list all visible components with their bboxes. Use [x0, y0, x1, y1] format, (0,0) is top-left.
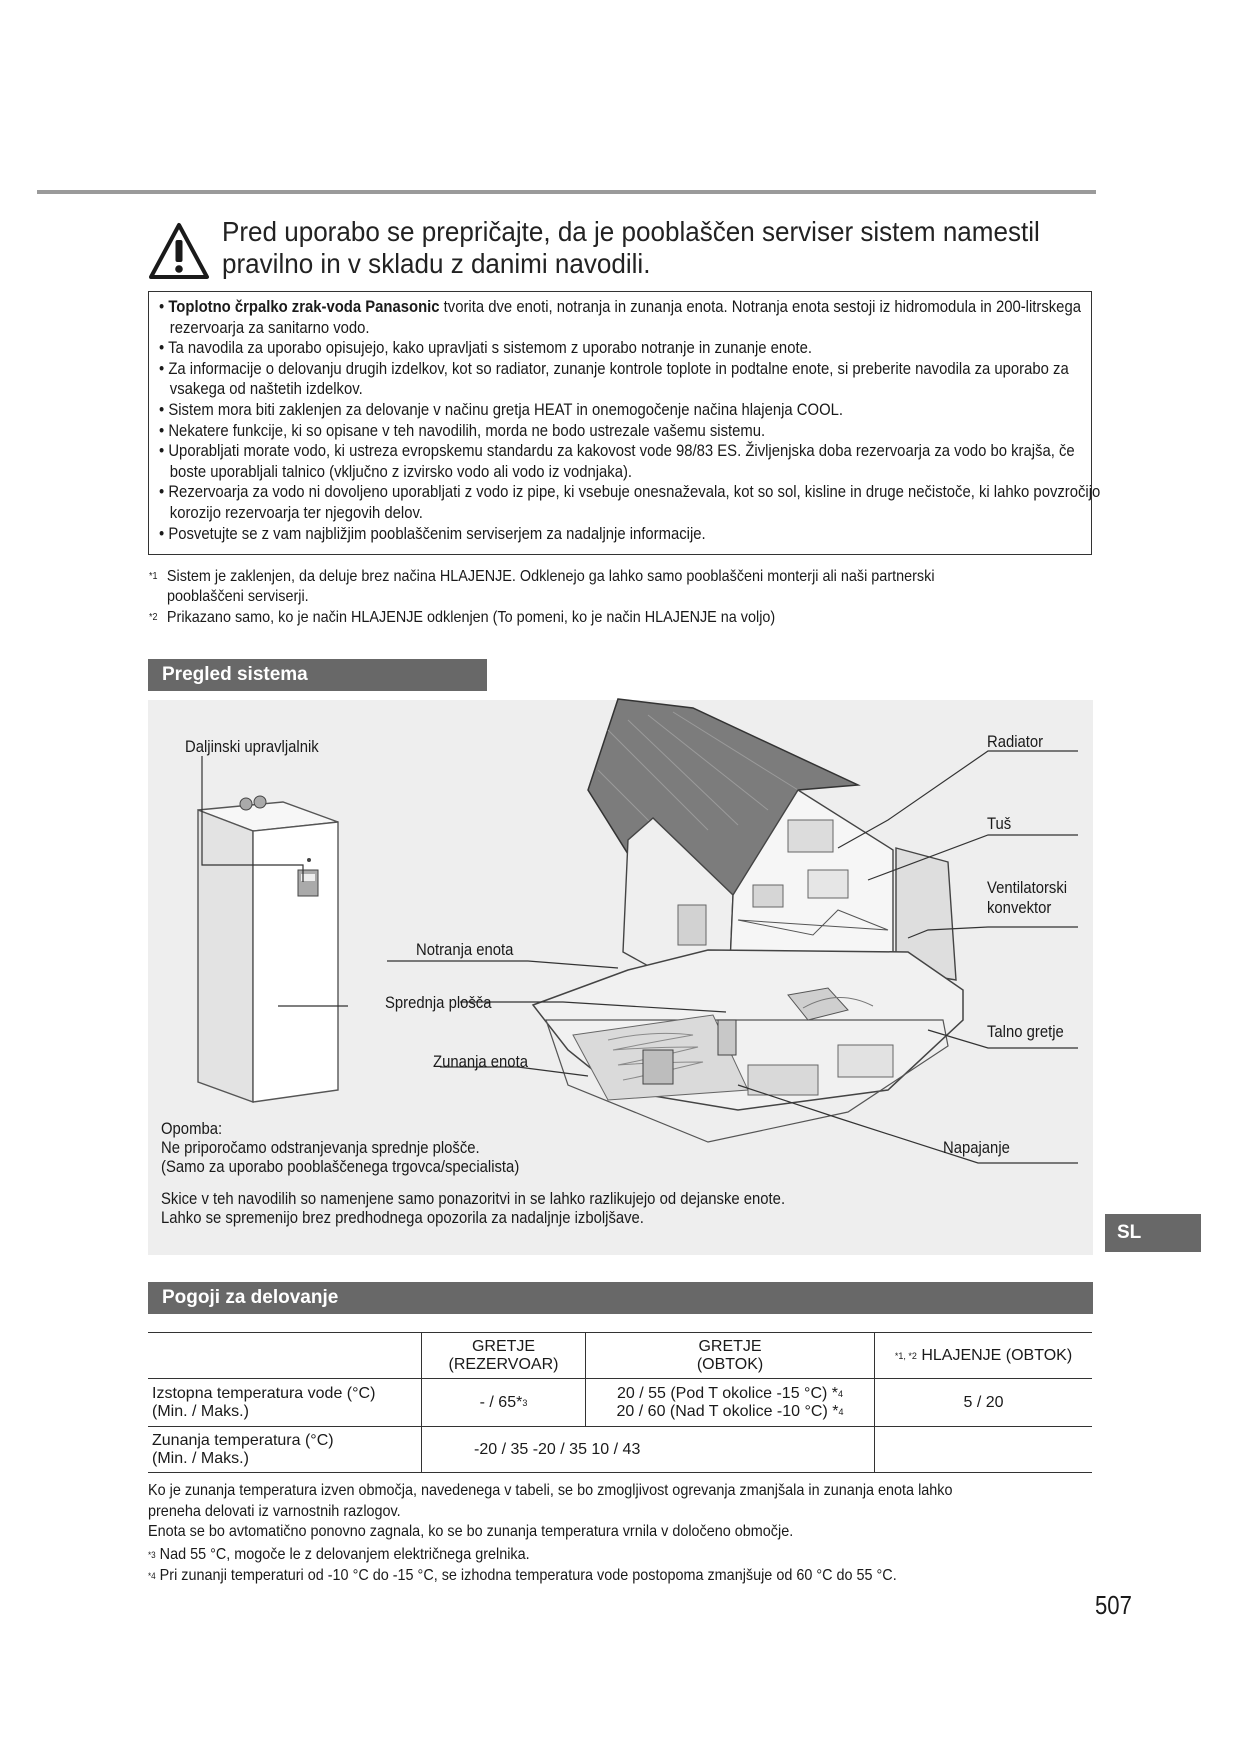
cell-water-circ — [586, 1379, 875, 1427]
row-outdoor-temp-l2: (Min. / Maks.) — [152, 1449, 249, 1467]
table-header-row — [148, 1333, 1092, 1379]
label-power-supply: Napajanje — [943, 1139, 1010, 1157]
note-line2: (Samo za uporabo pooblaščenega trgovca/specialista) — [161, 1158, 520, 1176]
row-water-temp-l1: Izstopna temperatura vode (°C) — [152, 1384, 376, 1402]
bullet-other-products: • Za informacije o delovanju drugih izdelkov, kot so radiator, zunanje kontrole toplote in podtalne enote, si preberite navodila za uporabo za vsakega od naštetih izdelkov. — [159, 359, 1069, 399]
bullet-tap-water-text: Rezervoarja za vodo ni dovoljeno uporabljati z vodo iz pipe, ki vsebuje onesnaževala, kot so sol, kisline in druge nečistoče, ki lahko povzročijo korozijo rezervoarja ter njegovih delov. — [168, 483, 1101, 522]
overview-note — [161, 1120, 519, 1177]
sketch-disclaimer — [161, 1190, 785, 1228]
row-outdoor-temp-l1: Zunanja temperatura (°C) — [152, 1431, 334, 1449]
col-heating-tank — [422, 1333, 586, 1379]
page-number: 507 — [1095, 1590, 1132, 1620]
cell-outdoor-values: -20 / 35 -20 / 35 10 / 43 — [422, 1427, 875, 1473]
col-heating-tank-l2: (REZERVOAR) — [448, 1355, 559, 1373]
col-cooling-mark: *1, *2 — [894, 1350, 917, 1361]
bullet-manual-text: Ta navodila za uporabo opisujejo, kako upravljati s sistemom z uporabo notranje in zunanje enote. — [168, 339, 812, 358]
table-row — [148, 1427, 1092, 1473]
conditions-heading: Pogoji za delovanje — [148, 1282, 1093, 1314]
cell-water-tank — [422, 1379, 586, 1427]
label-front-panel: Sprednja plošča — [385, 994, 492, 1012]
footnote-1 — [149, 567, 935, 587]
house-drawing — [533, 699, 963, 1142]
label-shower: Tuš — [987, 815, 1012, 833]
sketch-line1: Skice v teh navodilih so namenjene samo ponazoritvi in se lahko razlikujejo od dejanske enote. — [161, 1190, 786, 1208]
bullet-water-standard-text: Uporabljati morate vodo, ki ustreza evropskemu standardu za kakovost vode 98/83 ES. Življenjska doba rezervoarja za vodo bo krajša, če boste uporabljali talnico (vključno z izvirsko vodo ali vodo iz vodnjaka). — [168, 442, 1075, 481]
col-cooling-label: HLAJENJE (OBTOK) — [921, 1346, 1073, 1364]
cell-water-cool: 5 / 20 — [875, 1379, 1093, 1427]
sketch-line2: Lahko se spremenijo brez predhodnega opozorila za nadaljnje izboljšave. — [161, 1209, 644, 1227]
cell-water-circ-l2: 20 / 60 (Nad T okolice -10 °C) * — [616, 1402, 839, 1420]
table-row — [148, 1379, 1092, 1427]
row-outdoor-temp-label — [148, 1427, 422, 1473]
footnote-1-cont: pooblaščeni serviserji. — [167, 588, 309, 605]
col-heating-circ — [586, 1333, 875, 1379]
label-outdoor-unit: Zunanja enota — [433, 1053, 528, 1071]
label-fan-convector — [987, 878, 1067, 918]
top-rule — [37, 190, 1096, 194]
row-water-temp-l2: (Min. / Maks.) — [152, 1402, 249, 1420]
footnote-1-mark: *1 — [149, 571, 158, 582]
conditions-note-1: Ko je zunanja temperatura izven območja, navedenega v tabeli, se bo zmogljivost ogrevanja zmanjšala in zunanja enota lahko — [148, 1482, 953, 1499]
bullet-other-products-text: Za informacije o delovanju drugih izdelkov, kot so radiator, zunanje kontrole toplote in podtalne enote, si preberite navodila za uporabo za vsakega od naštetih izdelkov. — [168, 359, 1069, 399]
footnote-3-mark: *3 — [148, 1550, 156, 1560]
note-line1: Ne priporočamo odstranjevanja sprednje plošče. — [161, 1139, 480, 1157]
system-illustration — [148, 690, 1093, 1170]
footnote-2 — [149, 608, 775, 628]
warning-triangle-icon — [148, 222, 210, 280]
bullet-functions: • Nekatere funkcije, ki so opisane v teh navodilih, morda ne bodo ustrezale vašemu sistemu. — [159, 421, 766, 440]
footnote-4-mark: *4 — [148, 1571, 156, 1581]
col-heating-tank-l1: GRETJE — [471, 1337, 536, 1355]
language-tab: SL — [1105, 1214, 1201, 1252]
table-header-blank — [148, 1333, 422, 1379]
col-heating-circ-l1: GRETJE — [698, 1337, 762, 1355]
bullet-intro: • Toplotno črpalko zrak-voda Panasonic tvorita dve enoti, notranja in zunanja enota. Notranja enota sestoji iz hidromodula in 200-litrskega rezervoarja za sanitarno vodo. — [159, 298, 1081, 337]
label-indoor-unit: Notranja enota — [416, 941, 514, 959]
label-floor-heating: Talno gretje — [987, 1023, 1064, 1041]
footnote-4 — [148, 1566, 897, 1586]
footnote-4-text: Pri zunanji temperaturi od -10 °C do -15 °C, se izhodna temperatura vode postopoma zmanjšuje od 60 °C do 55 °C. — [159, 1567, 897, 1584]
conditions-note-2: preneha delovati iz varnostnih razlogov. — [148, 1503, 401, 1520]
bullet-water-standard: • Uporabljati morate vodo, ki ustreza evropskemu standardu za kakovost vode 98/83 ES. Življenjska doba rezervoarja za vodo bo krajša, če boste uporabljali talnico (vključno z izvirsko vodo ali vodo iz vodnjaka). — [159, 442, 1075, 481]
col-heating-circ-l2: (OBTOK) — [696, 1355, 764, 1373]
note-title: Opomba: — [161, 1120, 223, 1138]
outdoor-unit-drawing — [643, 1050, 673, 1084]
footnote-2-mark: *2 — [149, 612, 158, 623]
footnote-3 — [148, 1545, 530, 1565]
cell-water-circ-l2-mark: 4 — [838, 1406, 844, 1417]
bullet-locked-text: Sistem mora biti zaklenjen za delovanje v načinu gretja HEAT in onemogočenje načina hlajenja COOL. — [168, 400, 844, 419]
cell-water-tank-mark: 3 — [522, 1397, 528, 1408]
overview-heading: Pregled sistema — [148, 659, 487, 691]
conditions-note-3: Enota se bo avtomatično ponovno zagnala, ko se bo zunanja temperatura vrnila v določeno območje. — [148, 1523, 794, 1540]
cell-outdoor-cool — [875, 1427, 1093, 1473]
remote-controller-drawing — [298, 870, 318, 896]
footnote-2-text: Prikazano samo, ko je način HLAJENJE odklenjen (To pomeni, ko je način HLAJENJE na voljo) — [166, 609, 776, 626]
cell-water-circ-l1: 20 / 55 (Pod T okolice -15 °C) * — [616, 1384, 838, 1402]
label-fan-convector-line1: Ventilatorski — [987, 879, 1068, 897]
bullet-tap-water: • Rezervoarja za vodo ni dovoljeno uporabljati z vodo iz pipe, ki vsebuje onesnaževala, kot so sol, kisline in druge nečistoče, ki lahko povzročijo korozijo rezervoarja ter njegovih delov. — [159, 483, 1101, 522]
label-fan-convector-line2: konvektor — [987, 899, 1052, 917]
warning-title — [222, 216, 1040, 280]
operating-conditions-table — [148, 1332, 1092, 1473]
bullet-intro-bold: Toplotno črpalko zrak-voda Panasonic — [168, 298, 440, 316]
row-water-temp-label — [148, 1379, 422, 1427]
bullet-consult: • Posvetujte se z vam najbližjim pooblaščenim serviserjem za nadaljnje informacije. — [159, 524, 706, 543]
bullet-manual: • Ta navodila za uporabo opisujejo, kako upravljati s sistemom z uporabo notranje in zunanje enote. — [159, 339, 812, 358]
bullet-intro-text: tvorita dve enoti, notranja in zunanja enota. Notranja enota sestoji iz hidromodula in 200-litrskega rezervoarja za sanitarno vodo. — [169, 298, 1081, 337]
label-remote-controller: Daljinski upravljalnik — [185, 738, 319, 756]
indoor-unit-drawing — [198, 796, 338, 1102]
bullet-locked: • Sistem mora biti zaklenjen za delovanje v načinu gretja HEAT in onemogočenje načina hlajenja COOL. — [159, 400, 844, 419]
label-radiator: Radiator — [987, 733, 1044, 751]
bullet-functions-text: Nekatere funkcije, ki so opisane v teh navodilih, morda ne bodo ustrezale vašemu sistemu. — [168, 421, 766, 440]
footnote-3-text: Nad 55 °C, mogoče le z delovanjem električnega grelnika. — [159, 1546, 530, 1563]
warning-title-line1: Pred uporabo se prepričajte, da je pooblaščen serviser sistem namestil — [222, 216, 1040, 247]
cell-water-tank-value: - / 65* — [479, 1393, 523, 1411]
bullet-consult-text: Posvetujte se z vam najbližjim pooblaščenim serviserjem za nadaljnje informacije. — [168, 524, 706, 543]
notes-box — [148, 291, 1101, 555]
cell-water-circ-l1-mark: 4 — [838, 1388, 844, 1399]
warning-title-line2: pravilno in v skladu z danimi navodili. — [222, 248, 651, 279]
col-cooling-circ — [875, 1333, 1093, 1379]
footnote-1-line1: Sistem je zaklenjen, da deluje brez načina HLAJENJE. Odklenejo ga lahko samo pooblaščeni monterji ali naši partnerski — [166, 568, 935, 585]
